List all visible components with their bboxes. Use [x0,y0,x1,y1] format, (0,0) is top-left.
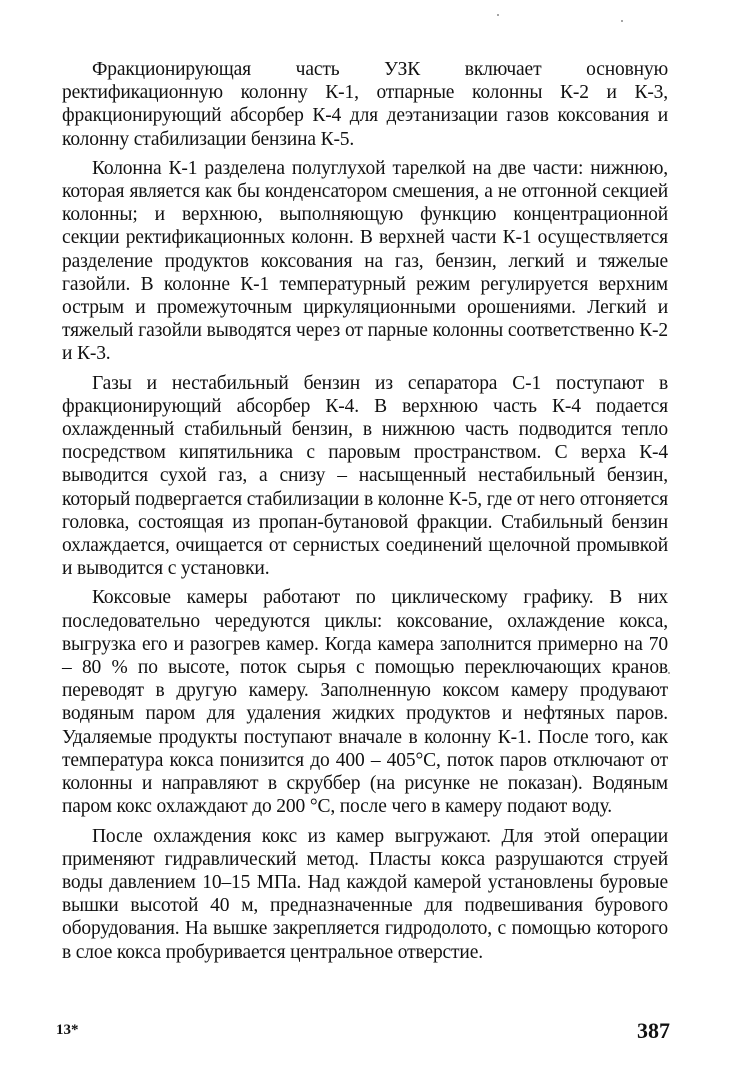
paragraph-coke-chambers: Коксовые камеры работают по циклическому графику. В них последовательно чередуются циклы: коксование, охлаждение кокса, выгрузка его и разогрев камер. Когда камера заполнится примерно на 70 – 80 % по высоте, поток сырья с помощью переключающих кранов переводят в другую камеру. Заполненную коксом камеру продувают водяным паром для удаления жидких продуктов и нефтяных паров. Удаляемые продукты поступают вначале в колонну К-1. После того, как температура кокса понизится до 400 – 405°С, поток паров отключают от колонны и направляют в скруббер (на рисунке не показан). Водяным паром кокс охлаждают до 200 °С, после чего в камеру подают воду. [62,587,668,818]
scan-speck [668,672,670,674]
page-number: 387 [637,1018,670,1043]
paragraph-fractionation-section: Фракционирующая часть УЗК включает основную ректификационную колонну К-1, отпарные колонны К-2 и К-3, фракционирующий абсорбер К-4 для деэтанизации газов коксования и колонну стабилизации бензина К-5. [62,59,668,150]
signature-mark: 13* [56,1022,79,1038]
page-body [62,58,668,970]
paragraph-coke-unloading: После охлаждения кокс из камер выгружают. Для этой операции применяют гидравлический метод. Пласты кокса разрушаются струей воды давлением 10–15 МПа. Над каждой камерой установлены буровые вышки высотой 40 м, предназначенные для подвешивания бурового оборудования. На вышке закрепляется гидродолото, с помощью которого в слое кокса пробуривается центральное отверстие. [62,825,668,963]
scan-speck [497,14,499,16]
scan-speck [621,20,623,22]
page-footer [56,1018,670,1048]
paragraph-gases-gasoline: Газы и нестабильный бензин из сепаратора С-1 поступают в фракционирующий абсорбер К-4. В верхнюю часть К-4 подается охлажденный стабильный бензин, в нижнюю часть подводится тепло посредством кипятильника с паровым пространством. С верха К-4 выводится сухой газ, а снизу – насыщенный нестабильный бензин, который подвергается стабилизации в колонне К-5, где от него отгоняется головка, состоящая из пропан-бутановой фракции. Стабильный бензин охлаждается, очищается от сернистых соединений щелочной промывкой и выводится с установки. [62,372,668,580]
paragraph-column-k1: Колонна К-1 разделена полуглухой тарелкой на две части: нижнюю, которая является как бы конденсатором смешения, а не отгонной секцией колонны; и верхнюю, выполняющую функцию концентрационной секции ректификационных колонн. В верхней части К-1 осуществляется разделение продуктов коксования на газ, бензин, легкий и тяжелые газойли. В колонне К-1 температурный режим регулируется верхним острым и промежуточным циркуляционными орошениями. Легкий и тяжелый газойли выводятся через от парные колонны соответственно К-2 и К-3. [62,157,668,365]
